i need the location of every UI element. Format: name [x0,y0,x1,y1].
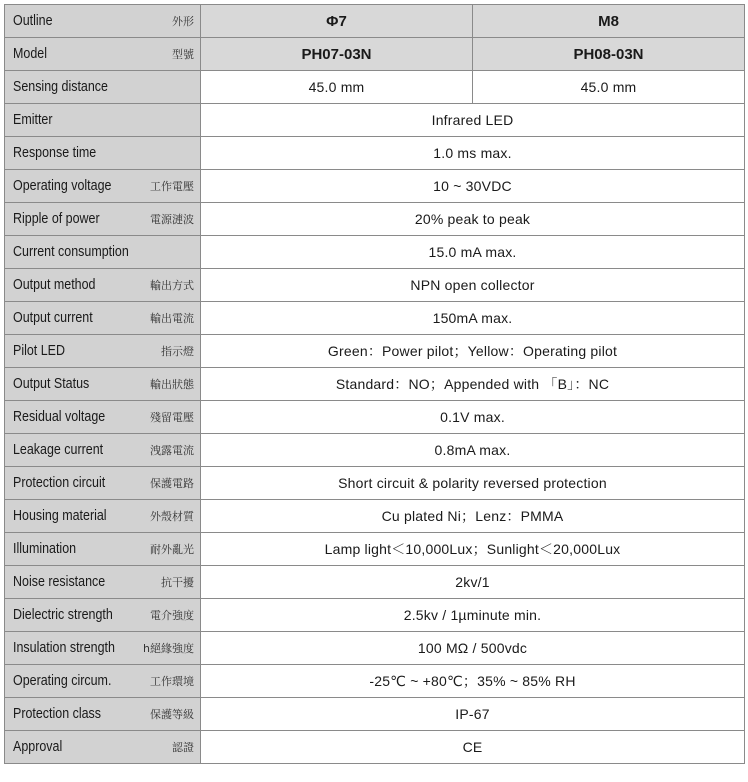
spec-label: Outline [13,13,53,29]
spec-value: 150mA max. [201,302,745,335]
spec-row [5,632,745,665]
spec-label-cell [5,203,201,236]
spec-label: Output current [13,310,93,326]
spec-row [5,38,745,71]
spec-value: IP-67 [201,698,745,731]
spec-label-chinese: 保護電路 [150,477,194,490]
spec-label: Approval [13,739,63,755]
spec-label-chinese: 抗干擾 [161,576,194,589]
spec-value: 10 ~ 30VDC [201,170,745,203]
spec-label-chinese: 耐外亂光 [150,543,194,556]
spec-label-chinese: 輸出方式 [150,279,194,292]
spec-label: Current consumption [13,244,129,260]
spec-label: Illumination [13,541,77,557]
spec-value: Lamp light＜10,000Lux；Sunlight＜20,000Lux [201,533,745,566]
spec-label: Insulation strength [13,640,115,656]
spec-label-cell [5,368,201,401]
spec-label-chinese: 指示燈 [161,345,194,358]
spec-row [5,269,745,302]
spec-label: Housing material [13,508,107,524]
spec-row [5,599,745,632]
spec-label-cell [5,302,201,335]
spec-label-cell [5,38,201,71]
spec-value: Standard：NO；Appended with 「B」：NC [201,368,745,401]
spec-label-cell [5,731,201,764]
spec-label-cell [5,632,201,665]
spec-label: Output Status [13,376,90,392]
spec-label: Dielectric strength [13,607,113,623]
spec-label-cell [5,137,201,170]
spec-value: 0.1V max. [201,401,745,434]
spec-row [5,698,745,731]
spec-value-col2: 45.0 mm [473,71,745,104]
spec-value-col2: M8 [473,5,745,38]
spec-label: Output method [13,277,96,293]
spec-label-cell [5,665,201,698]
spec-value: Cu plated Ni；Lenz：PMMA [201,500,745,533]
spec-label-cell [5,434,201,467]
spec-label-chinese: 認證 [172,741,194,754]
spec-label-chinese: 輸出狀態 [150,378,194,391]
spec-label: Emitter [13,112,53,128]
spec-value: -25℃ ~ +80℃；35% ~ 85% RH [201,665,745,698]
spec-value-col2: PH08-03N [473,38,745,71]
spec-label-cell [5,236,201,269]
spec-label-cell [5,566,201,599]
spec-label-chinese: 工作電壓 [150,180,194,193]
spec-value: Short circuit & polarity reversed protection [201,467,745,500]
spec-table-container [4,4,745,764]
spec-value-col1: 45.0 mm [201,71,473,104]
spec-label-chinese: 洩露電流 [150,444,194,457]
spec-label-chinese: 工作環境 [150,675,194,688]
spec-label-cell [5,170,201,203]
spec-label: Sensing distance [13,79,108,95]
spec-label-chinese: 殘留電壓 [150,411,194,424]
spec-label-cell [5,467,201,500]
spec-row [5,5,745,38]
spec-label-chinese: h絕緣強度 [143,642,194,655]
spec-label: Leakage current [13,442,104,458]
spec-label: Operating voltage [13,178,112,194]
spec-label-cell [5,335,201,368]
spec-label-cell [5,269,201,302]
spec-label-cell [5,104,201,137]
spec-label-cell [5,5,201,38]
spec-row [5,335,745,368]
spec-row [5,368,745,401]
spec-label-chinese: 電介強度 [150,609,194,622]
spec-label-cell [5,698,201,731]
spec-value: 1.0 ms max. [201,137,745,170]
spec-row [5,170,745,203]
spec-value-col1: PH07-03N [201,38,473,71]
spec-label-chinese: 外殼材質 [150,510,194,523]
spec-value: 0.8mA max. [201,434,745,467]
spec-value: 15.0 mA max. [201,236,745,269]
spec-row [5,566,745,599]
spec-row [5,236,745,269]
spec-label: Protection circuit [13,475,106,491]
spec-label: Residual voltage [13,409,106,425]
spec-label-cell [5,533,201,566]
spec-row [5,104,745,137]
spec-value: 2kv/1 [201,566,745,599]
spec-row [5,302,745,335]
spec-table [4,4,745,764]
spec-value: NPN open collector [201,269,745,302]
spec-label-cell [5,599,201,632]
spec-label: Protection class [13,706,102,722]
spec-row [5,434,745,467]
spec-value: Infrared LED [201,104,745,137]
spec-label: Operating circum. [13,673,112,689]
spec-label: Noise resistance [13,574,106,590]
spec-value: CE [201,731,745,764]
spec-row [5,71,745,104]
spec-value: Green：Power pilot；Yellow：Operating pilot [201,335,745,368]
spec-row [5,467,745,500]
spec-row [5,665,745,698]
spec-row [5,203,745,236]
spec-row [5,533,745,566]
spec-label: Pilot LED [13,343,65,359]
spec-label-cell [5,500,201,533]
spec-row [5,500,745,533]
spec-row [5,401,745,434]
spec-label-cell [5,71,201,104]
spec-value: 2.5kv / 1µminute min. [201,599,745,632]
spec-label-chinese: 型號 [172,48,194,61]
spec-value: 20% peak to peak [201,203,745,236]
spec-label-chinese: 外形 [172,15,194,28]
spec-value: 100 MΩ / 500vdc [201,632,745,665]
spec-value-col1: Φ7 [201,5,473,38]
spec-row [5,137,745,170]
spec-label: Model [13,46,47,62]
spec-label-chinese: 輸出電流 [150,312,194,325]
spec-label-cell [5,401,201,434]
spec-table-body [5,5,745,764]
spec-row [5,731,745,764]
spec-label-chinese: 保護等級 [150,708,194,721]
spec-label: Ripple of power [13,211,100,227]
spec-label-chinese: 電源漣波 [150,213,194,226]
spec-label: Response time [13,145,97,161]
